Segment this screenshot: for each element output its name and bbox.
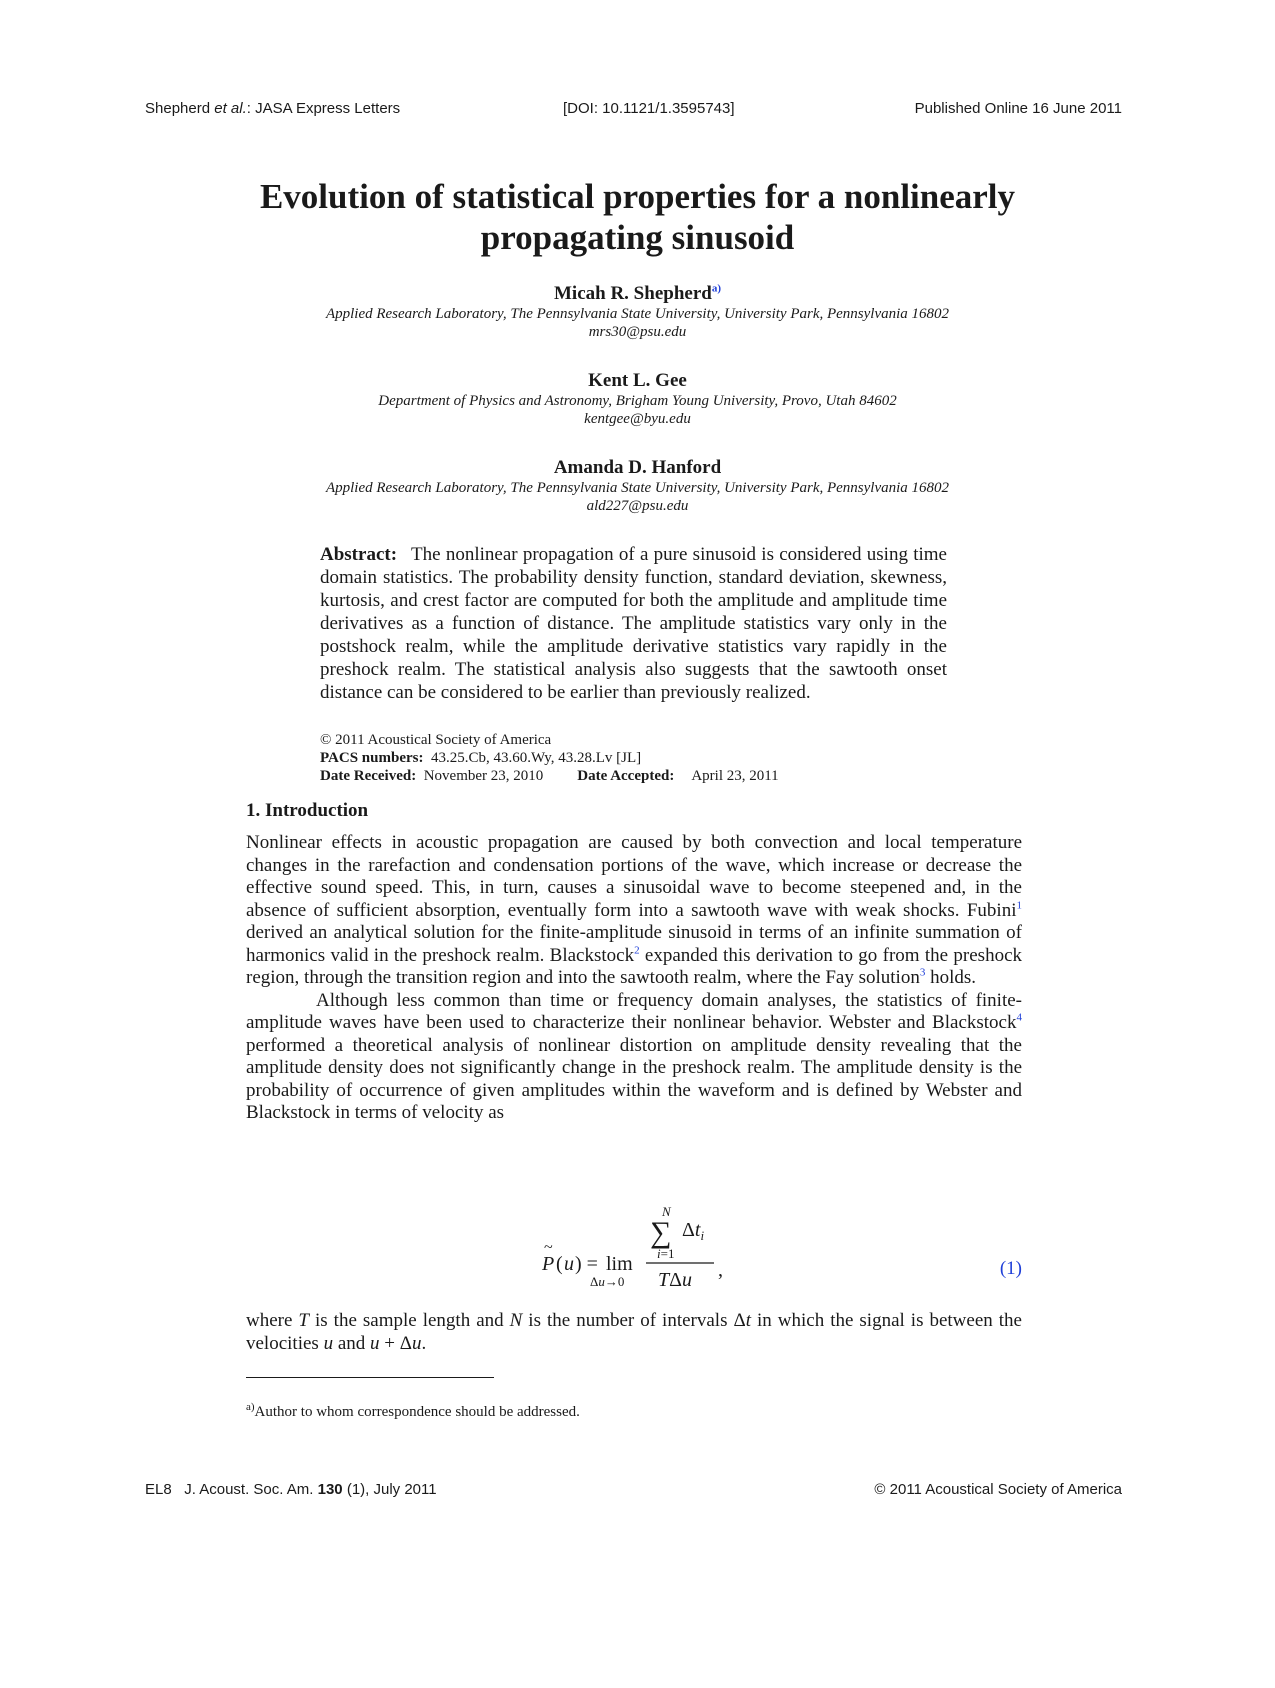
author-name: Amanda D. Hanford bbox=[553, 457, 722, 478]
svg-text:u: u bbox=[564, 1253, 574, 1275]
author-block-2 bbox=[145, 370, 1130, 428]
running-head-published: Published Online 16 June 2011 bbox=[914, 100, 1122, 117]
footnote: $^{a)}$Author to whom correspondence should be addressed. bbox=[246, 1401, 580, 1420]
footer-citation: EL8 J. Acoust. Soc. Am. 130 (1), July 2011 bbox=[145, 1481, 437, 1498]
svg-text:~: ~ bbox=[544, 1239, 553, 1256]
pacs-line: PACS numbers: 43.25.Cb, 43.60.Wy, 43.28.Lv [JL] bbox=[320, 750, 642, 766]
author-email: mrs30@psu.edu bbox=[588, 324, 687, 340]
author-footnote-link[interactable]: a) bbox=[711, 282, 721, 295]
ref-link[interactable]: 4 bbox=[1016, 1011, 1022, 1024]
article-meta bbox=[320, 731, 947, 785]
dates-line: Date Received: November 23, 2010 Date Accepted: April 23, 2011 bbox=[320, 768, 779, 784]
paper-title: Evolution of statistical properties for a nonlinearly propagating sinusoid bbox=[259, 177, 1016, 257]
svg-text:) =: ) = bbox=[575, 1253, 598, 1275]
svg-text:Δu→0: Δu→0 bbox=[590, 1274, 625, 1289]
svg-text:,: , bbox=[718, 1259, 723, 1281]
equation-graphic bbox=[246, 1204, 1022, 1308]
paragraph: where T is the sample length and N is the number of intervals Δt in which the signal is between the velocities u and u + Δu. bbox=[246, 1310, 1022, 1354]
svg-text:∑: ∑ bbox=[650, 1216, 672, 1249]
equation-1 bbox=[246, 1204, 1022, 1298]
running-head-citation: Shepherd et al.: JASA Express Letters bbox=[145, 100, 401, 117]
ref-link[interactable]: 2 bbox=[634, 944, 640, 957]
paragraph: Although less common than time or frequency domain analyses, the statistics of finite-amplitude waves have been used to characterize their nonlinear behavior. Webster and Blackstock$^4$ performed a theoretical analysis of nonlinear distortion on amplitude density revealing that the amplitude density does not significantly change in the preshock realm. The amplitude density is the probability of occurrence of given amplitudes within the waveform and is defined by Webster and Blackstock in terms of velocity as bbox=[246, 989, 1022, 1123]
svg-text:N: N bbox=[662, 1204, 671, 1219]
section-heading: 1. Introduction bbox=[246, 800, 369, 821]
author-block-3 bbox=[145, 457, 1130, 515]
author-name: Micah R. Shepherd$^{a)}$ bbox=[554, 282, 721, 304]
copyright-line: © 2011 Acoustical Society of America bbox=[320, 732, 552, 748]
svg-text:(: ( bbox=[556, 1253, 563, 1275]
author-block-1 bbox=[145, 283, 1130, 341]
svg-text:P: P bbox=[542, 1253, 555, 1275]
intro-body bbox=[246, 832, 1022, 1125]
svg-text:Δti: $\Delta t_i$ bbox=[682, 1219, 705, 1243]
svg-text:i=1: i=1 bbox=[657, 1246, 675, 1261]
author-affiliation: Department of Physics and Astronomy, Brigham Young University, Provo, Utah 84602 bbox=[378, 393, 897, 409]
footnote-mark: a) bbox=[246, 1401, 255, 1413]
paragraph: Nonlinear effects in acoustic propagation are caused by both convection and local temperature changes in the rarefaction and condensation portions of the wave, which increase or decrease the effective sound speed. This, in turn, causes a sinusoidal wave to become steepened and, in the absence of sufficient absorption, eventually form into a sawtooth wave with weak shocks. Fubini$^1$ derived an analytical solution for the finite-amplitude sinusoid in terms of an infinite summation of harmonics valid in the preshock realm. Blackstock$^2$ expanded this derivation to go from the preshock region, through the transition region and into the sawtooth realm, where the Fay solution$^3$ holds. bbox=[246, 832, 1023, 988]
abstract-text: The nonlinear propagation of a pure sinusoid is considered using time domain statistics. The probability density function, standard deviation, skewness, kurtosis, and crest factor are computed for both the amplitude and amplitude time derivatives as a function of distance. The amplitude statistics vary only in the postshock realm, while the amplitude derivative statistics vary rapidly in the preshock realm. The statistical analysis also suggests that the sawtooth onset distance can be considered to be earlier than previously realized. bbox=[320, 544, 947, 703]
ref-link[interactable]: 3 bbox=[919, 966, 926, 979]
post-equation-text bbox=[246, 1310, 1022, 1355]
author-name: Kent L. Gee bbox=[588, 370, 687, 391]
author-affiliation: Applied Research Laboratory, The Pennsylvania State University, University Park, Pennsylvania 16802 bbox=[325, 480, 950, 496]
ref-link[interactable]: 1 bbox=[1016, 899, 1022, 912]
author-email: kentgee@byu.edu bbox=[584, 411, 691, 427]
author-email: ald227@psu.edu bbox=[586, 498, 689, 514]
running-head-doi: [DOI: 10.1121/1.3595743] bbox=[563, 100, 735, 117]
author-affiliation: Applied Research Laboratory, The Pennsylvania State University, University Park, Pennsylvania 16802 bbox=[325, 306, 950, 322]
equation-number-link[interactable]: (1) bbox=[999, 1258, 1022, 1279]
abstract bbox=[320, 543, 947, 704]
footer-copyright: © 2011 Acoustical Society of America bbox=[874, 1481, 1122, 1498]
footnote-rule bbox=[246, 1377, 494, 1378]
svg-text:TΔu: TΔu bbox=[658, 1269, 692, 1291]
abstract-label: Abstract: bbox=[320, 544, 398, 565]
svg-text:lim: lim bbox=[606, 1253, 633, 1275]
